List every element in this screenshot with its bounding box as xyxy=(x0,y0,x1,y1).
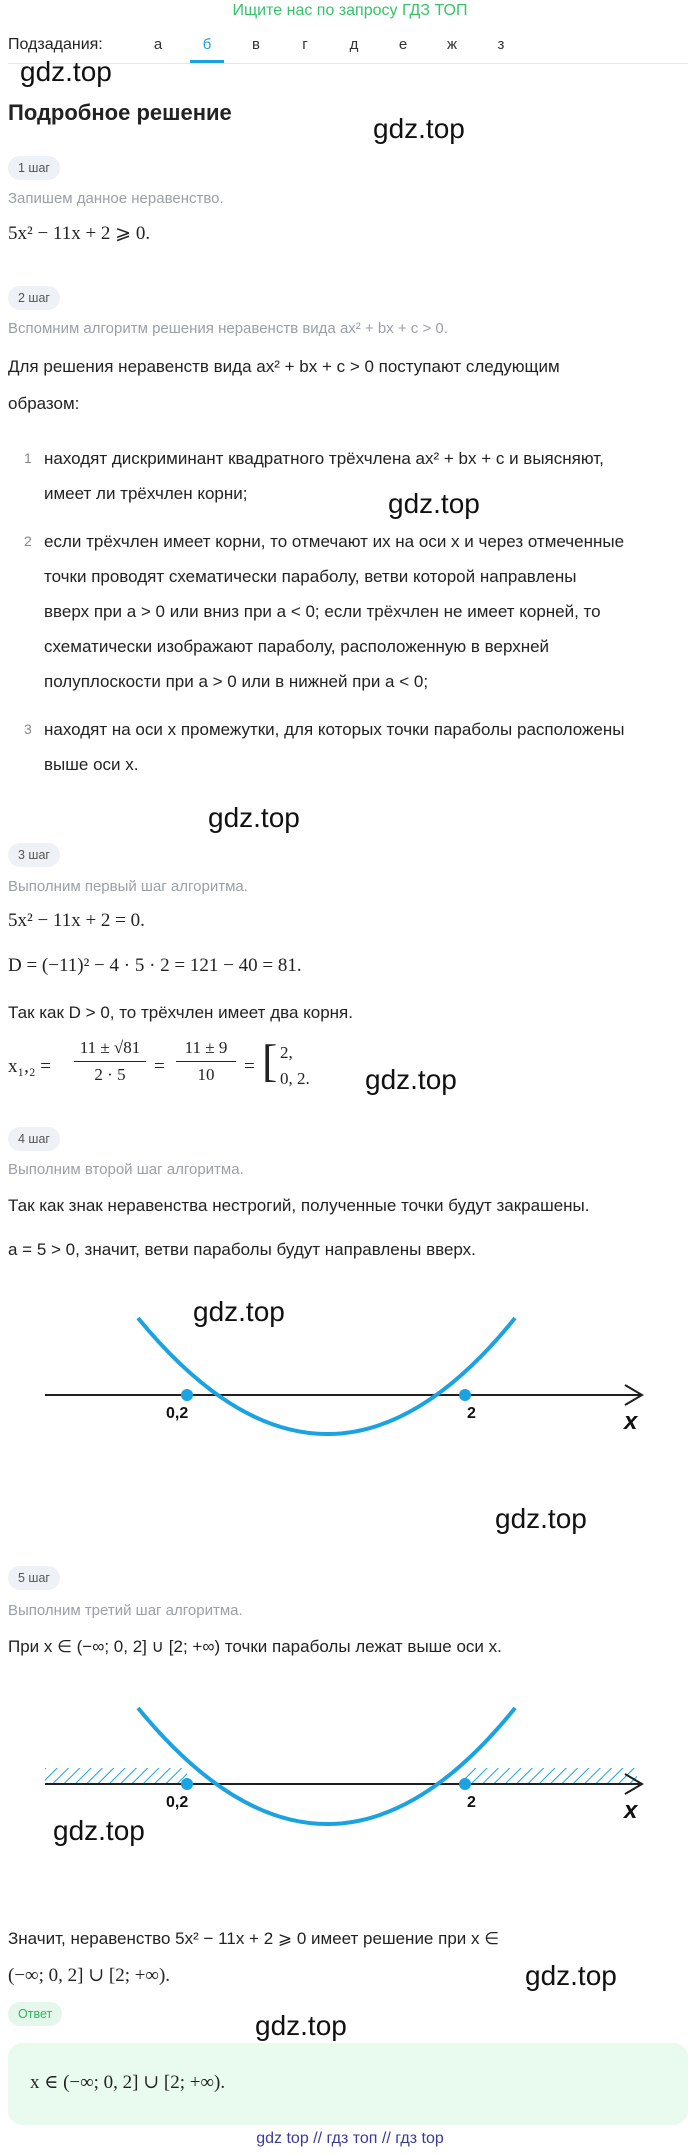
footer-link[interactable]: гдз топ xyxy=(326,2130,378,2147)
step-badge: 2 шаг xyxy=(8,286,60,310)
answer-box xyxy=(8,2043,688,2125)
root-point-left xyxy=(181,1778,193,1790)
paragraph: образом: xyxy=(8,394,80,413)
conclusion-interval: (−∞; 0, 2] ∪ [2; +∞). xyxy=(8,1965,171,1986)
step-hint: Вспомним алгоритм решения неравенств вида ax² + bx + c > 0. xyxy=(8,320,448,337)
equation: 5x² − 11x + 2 = 0. xyxy=(8,910,145,931)
parabola-graph-2 xyxy=(0,1700,700,1880)
solution-interval-right xyxy=(465,1768,637,1784)
paragraph: a = 5 > 0, значит, ветви параболы будут направлены вверх. xyxy=(8,1240,476,1259)
watermark: gdz.top xyxy=(525,1960,617,1991)
list-number: 1 xyxy=(24,450,32,466)
root-label-left: 0,2 xyxy=(166,1405,189,1422)
list-number: 2 xyxy=(24,533,32,549)
watermark: gdz.top xyxy=(193,1296,285,1327)
parabola-graph-1 xyxy=(0,1290,700,1460)
footer-separator: // xyxy=(313,2130,323,2147)
step-hint: Выполним второй шаг алгоритма. xyxy=(8,1161,244,1178)
tab-v[interactable]: в xyxy=(252,36,260,53)
watermark: gdz.top xyxy=(53,1815,145,1846)
parabola-curve xyxy=(138,1708,515,1824)
root-label-right: 2 xyxy=(467,1405,476,1422)
list-number: 3 xyxy=(24,721,32,737)
watermark: gdz.top xyxy=(20,56,112,87)
parabola-curve xyxy=(138,1318,515,1434)
step-hint: Выполним первый шаг алгоритма. xyxy=(8,878,248,895)
watermark: gdz.top xyxy=(495,1503,587,1534)
watermark: gdz.top xyxy=(255,2010,347,2041)
root-point-right xyxy=(459,1778,471,1790)
list-item: если трёхчлен имеет корни, то отмечают их на оси x и через отмеченные точки проводят схематически параболу, ветви которой направлены вверх при a > 0 или вниз при a < 0; если трёхчлен не имеет корней, то схематически изображают параболу, расположенную в верхней полуплоскости при a > 0 или в нижней при a < 0; xyxy=(44,532,625,691)
solution-interval-left xyxy=(45,1768,187,1784)
step-badge: 5 шаг xyxy=(8,1566,60,1590)
tab-e[interactable]: е xyxy=(398,36,408,53)
footer-separator: // xyxy=(381,2130,391,2147)
footer-links xyxy=(0,2125,700,2153)
paragraph: Так как D > 0, то трёхчлен имеет два корня. xyxy=(8,1003,353,1022)
tab-d[interactable]: д xyxy=(349,36,359,53)
root-label-left: 0,2 xyxy=(166,1794,189,1811)
tab-z[interactable]: з xyxy=(497,36,505,53)
root-label-right: 2 xyxy=(467,1794,476,1811)
root-point-right xyxy=(459,1389,471,1401)
root-point-left xyxy=(181,1389,193,1401)
top-banner[interactable]: Ищите нас по запросу ГДЗ ТОП xyxy=(232,2,468,19)
answer-badge: Ответ xyxy=(8,2002,62,2026)
footer-link[interactable]: gdz top xyxy=(256,2130,309,2147)
list-item: находят дискриминант квадратного трёхчлена ax² + bx + c и выясняют, имеет ли трёхчлен корни; xyxy=(44,449,604,503)
conclusion: Значит, неравенство 5x² − 11x + 2 ⩾ 0 имеет решение при x ∈ xyxy=(8,1929,500,1948)
answer-text: x ∈ (−∞; 0, 2] ∪ [2; +∞). xyxy=(30,2072,226,2093)
step-badge: 1 шаг xyxy=(8,156,60,180)
formula: 5x² − 11x + 2 ⩾ 0. xyxy=(8,223,151,244)
step-hint: Запишем данное неравенство. xyxy=(8,190,224,207)
paragraph: Так как знак неравенства нестрогий, полученные точки будут закрашены. xyxy=(8,1196,590,1215)
roots-formula: x₁,₂ = 11 ± √81 2 · 5 = 11 ± 9 10 = [ 2, 0, 2. xyxy=(8,1035,310,1088)
tab-a[interactable]: а xyxy=(153,36,163,53)
step-hint: Выполним третий шаг алгоритма. xyxy=(8,1602,243,1619)
tab-g[interactable]: г xyxy=(302,36,308,53)
axis-label-x: x xyxy=(624,1797,638,1824)
watermark: gdz.top xyxy=(208,802,300,833)
paragraph: Для решения неравенств вида ax² + bx + c > 0 поступают следующим xyxy=(8,357,560,376)
watermark: gdz.top xyxy=(365,1064,457,1095)
axis-label-x: x xyxy=(624,1408,638,1435)
watermark: gdz.top xyxy=(373,113,465,144)
list-item: находят на оси x промежутки, для которых точки параболы расположены выше оси x. xyxy=(44,720,625,774)
step-badge: 4 шаг xyxy=(8,1127,60,1151)
footer-link[interactable]: гдз top xyxy=(395,2130,444,2147)
tab-b[interactable]: б xyxy=(202,36,212,53)
watermark: gdz.top xyxy=(388,488,480,519)
subtasks-label: Подзадания: xyxy=(8,36,103,53)
tab-zh[interactable]: ж xyxy=(446,36,458,53)
page-title: Подробное решение xyxy=(8,100,232,125)
step-badge: 3 шаг xyxy=(8,843,60,867)
discriminant: D = (−11)² − 4 · 5 · 2 = 121 − 40 = 81. xyxy=(8,955,302,976)
paragraph: При x ∈ (−∞; 0, 2] ∪ [2; +∞) точки параболы лежат выше оси x. xyxy=(8,1637,502,1656)
